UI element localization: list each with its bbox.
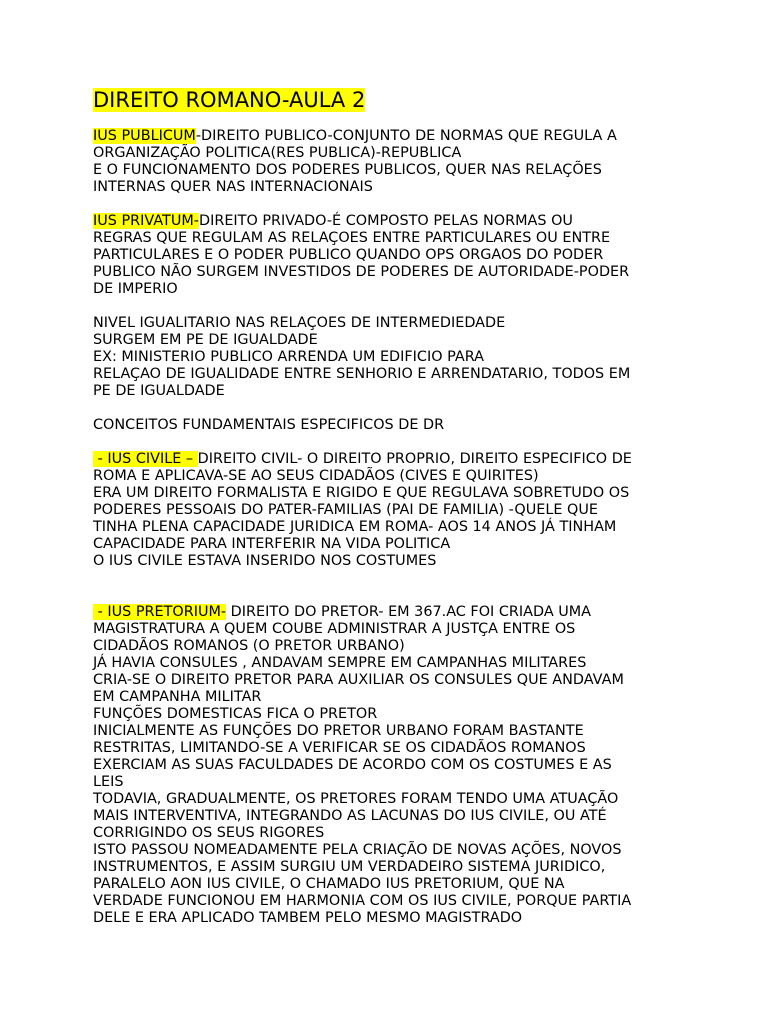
paragraph-text: DIREITO DO PRETOR- EM 367.AC FOI CRIADA UMA <box>226 604 592 620</box>
paragraph-line: EM CAMPANHA MILITAR <box>93 689 262 705</box>
paragraph-line: SURGEM EM PE DE IGUALDADE <box>93 332 318 348</box>
paragraph-line: CONCEITOS FUNDAMENTAIS ESPECIFICOS DE DR <box>93 417 445 433</box>
paragraph-line: ROMA E APLICAVA-SE AO SEUS CIDADÃOS (CIVES E QUIRITES) <box>93 468 539 484</box>
paragraph-line: JÁ HAVIA CONSULES , ANDAVAM SEMPRE EM CAMPANHAS MILITARES <box>93 655 587 671</box>
paragraph-line: CAPACIDADE PARA INTERFERIR NA VIDA POLITICA <box>93 536 451 552</box>
paragraph-line: DELE E ERA APLICADO TAMBEM PELO MESMO MAGISTRADO <box>93 910 523 926</box>
section-ius-privatum <box>93 213 693 298</box>
term-highlight: - IUS PRETORIUM- <box>93 604 227 620</box>
section-conceitos <box>93 417 693 434</box>
paragraph-line: ISTO PASSOU NOMEADAMENTE PELA CRIAÇÃO DE NOVAS AÇÕES, NOVOS <box>93 842 622 858</box>
document-title <box>93 86 693 114</box>
paragraph-first-line <box>93 213 693 230</box>
paragraph-line: CRIA-SE O DIREITO PRETOR PARA AUXILIAR OS CONSULES QUE ANDAVAM <box>93 672 624 688</box>
paragraph-line: ORGANIZAÇÃO POLITICA(RES PUBLICA)-REPUBLICA <box>93 145 462 161</box>
section-ius-civile <box>93 451 693 570</box>
paragraph-line: RESTRITAS, LIMITANDO-SE A VERIFICAR SE OS CIDADÃOS ROMANOS <box>93 740 586 756</box>
paragraph-line: E O FUNCIONAMENTO DOS PODERES PUBLICOS, QUER NAS RELAÇÕES <box>93 162 602 178</box>
paragraph-line: FUNÇÕES DOMESTICAS FICA O PRETOR <box>93 706 378 722</box>
paragraph-line: PUBLICO NÃO SURGEM INVESTIDOS DE PODERES DE AUTORIDADE-PODER <box>93 264 630 280</box>
paragraph-first-line <box>93 604 693 621</box>
title-highlight: DIREITO ROMANO-AULA 2 <box>93 88 366 112</box>
section-nivel-igualitario <box>93 315 693 400</box>
paragraph-line: TINHA PLENA CAPACIDADE JURIDICA EM ROMA- AOS 14 ANOS JÁ TINHAM <box>93 519 617 535</box>
paragraph-line: INTERNAS QUER NAS INTERNACIONAIS <box>93 179 373 195</box>
term-highlight: IUS PUBLICUM <box>93 128 196 144</box>
paragraph-line: DE IMPERIO <box>93 281 178 297</box>
paragraph-line: EX: MINISTERIO PUBLICO ARRENDA UM EDIFICIO PARA <box>93 349 484 365</box>
paragraph-first-line <box>93 451 693 468</box>
term-highlight: - IUS CIVILE – <box>93 451 198 467</box>
document-page <box>93 86 693 927</box>
section-ius-publicum <box>93 128 693 196</box>
paragraph-line: ERA UM DIREITO FORMALISTA E RIGIDO E QUE REGULAVA SOBRETUDO OS <box>93 485 630 501</box>
paragraph-first-line <box>93 128 693 145</box>
paragraph-text: DIREITO PRIVADO-É COMPOSTO PELAS NORMAS OU <box>199 213 573 229</box>
paragraph-line: PE DE IGUALDADE <box>93 383 225 399</box>
paragraph-text: DIREITO CIVIL- O DIREITO PROPRIO, DIREITO ESPECIFICO DE <box>197 451 632 467</box>
paragraph-line: O IUS CIVILE ESTAVA INSERIDO NOS COSTUMES <box>93 553 437 569</box>
paragraph-line: CORRIGINDO OS SEUS RIGORES <box>93 825 325 841</box>
section-ius-pretorium <box>93 604 693 927</box>
paragraph-line: PARTICULARES E O PODER PUBLICO QUANDO OPS ORGAOS DO PODER <box>93 247 604 263</box>
paragraph-line: PODERES PESSOAIS DO PATER-FAMILIAS (PAI DE FAMILIA) -QUELE QUE <box>93 502 598 518</box>
paragraph-line: LEIS <box>93 774 124 790</box>
paragraph-line: REGRAS QUE REGULAM AS RELAÇOES ENTRE PARTICULARES OU ENTRE <box>93 230 611 246</box>
paragraph-line: PARALELO AON IUS CIVILE, O CHAMADO IUS PRETORIUM, QUE NA <box>93 876 565 892</box>
paragraph-line: CIDADÃOS ROMANOS (O PRETOR URBANO) <box>93 638 405 654</box>
paragraph-line: INSTRUMENTOS, E ASSIM SURGIU UM VERDADEIRO SISTEMA JURIDICO, <box>93 859 606 875</box>
paragraph-line: MAGISTRATURA A QUEM COUBE ADMINISTRAR A JUSTÇA ENTRE OS <box>93 621 576 637</box>
paragraph-line: MAIS INTERVENTIVA, INTEGRANDO AS LACUNAS DO IUS CIVILE, OU ATÉ <box>93 808 607 824</box>
paragraph-text: -DIREITO PUBLICO-CONJUNTO DE NORMAS QUE REGULA A <box>195 128 617 144</box>
paragraph-line: INICIALMENTE AS FUNÇÕES DO PRETOR URBANO FORAM BASTANTE <box>93 723 584 739</box>
paragraph-line: NIVEL IGUALITARIO NAS RELAÇOES DE INTERMEDIEDADE <box>93 315 506 331</box>
paragraph-line: RELAÇAO DE IGUALIDADE ENTRE SENHORIO E ARRENDATARIO, TODOS EM <box>93 366 631 382</box>
paragraph-line: EXERCIAM AS SUAS FACULDADES DE ACORDO COM OS COSTUMES E AS <box>93 757 612 773</box>
term-highlight: IUS PRIVATUM- <box>93 213 199 229</box>
paragraph-line: TODAVIA, GRADUALMENTE, OS PRETORES FORAM TENDO UMA ATUAÇÃO <box>93 791 619 807</box>
paragraph-line: VERDADE FUNCIONOU EM HARMONIA COM OS IUS CIVILE, PORQUE PARTIA <box>93 893 632 909</box>
